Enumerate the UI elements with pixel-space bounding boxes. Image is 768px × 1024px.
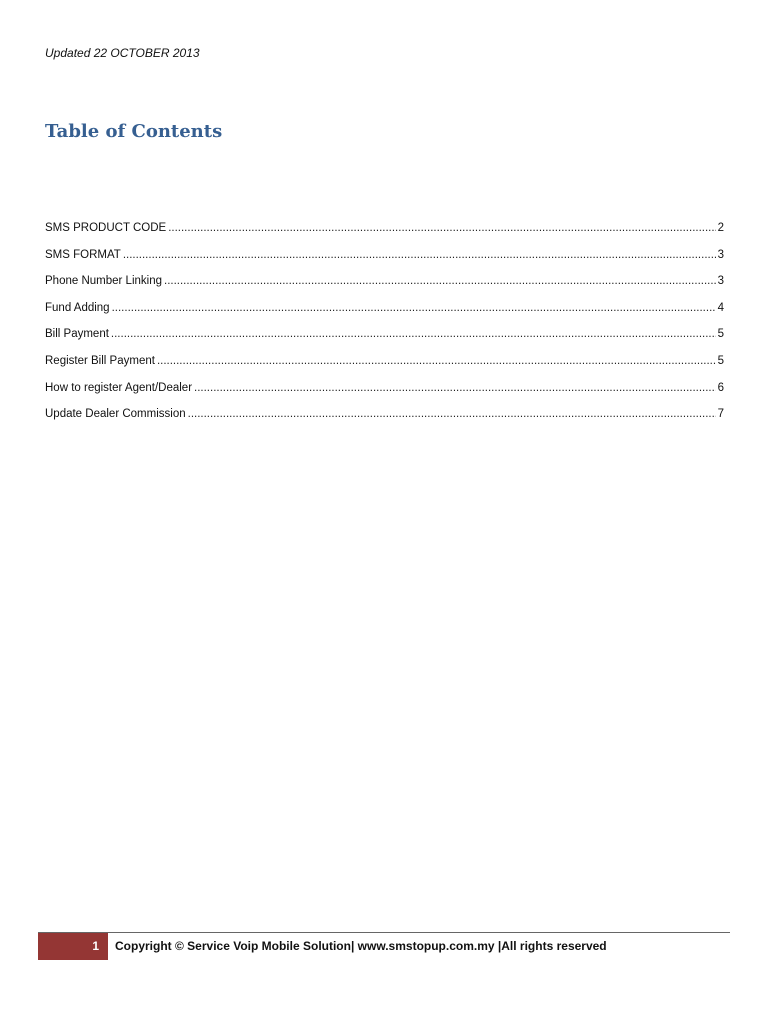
- toc-entry-page-number: 4: [717, 301, 724, 314]
- toc-dot-leader: [194, 380, 716, 396]
- toc-dot-leader: [168, 220, 715, 236]
- toc-entry-title: Register Bill Payment: [45, 354, 155, 367]
- toc-entry-title: Fund Adding: [45, 301, 110, 314]
- toc-dot-leader: [111, 326, 716, 342]
- toc-entry-register-bill-payment[interactable]: [45, 353, 724, 380]
- footer-divider: [38, 932, 730, 933]
- toc-entry-title: How to register Agent/Dealer: [45, 381, 193, 394]
- table-of-contents-list: [45, 220, 724, 433]
- table-of-contents-heading: Table of Contents: [45, 121, 223, 142]
- page-footer: [38, 932, 730, 960]
- toc-entry-title: Phone Number Linking: [45, 275, 162, 288]
- footer-copyright-text: Copyright © Service Voip Mobile Solution| www.smstopup.com.my |All rights reserved: [115, 939, 607, 953]
- toc-entry-sms-product-code[interactable]: [45, 220, 724, 247]
- toc-dot-leader: [112, 300, 716, 316]
- toc-entry-title: SMS PRODUCT CODE: [45, 222, 167, 234]
- toc-entry-title: Bill Payment: [45, 328, 109, 341]
- toc-entry-page-number: 5: [717, 354, 724, 367]
- updated-date-note: Updated 22 OCTOBER 2013: [45, 46, 200, 60]
- toc-dot-leader: [157, 353, 716, 369]
- toc-dot-leader: [164, 273, 716, 289]
- toc-entry-sms-format[interactable]: [45, 247, 724, 274]
- toc-dot-leader: [188, 406, 716, 422]
- toc-entry-page-number: 6: [717, 381, 724, 394]
- toc-entry-title: SMS FORMAT: [45, 248, 121, 261]
- toc-entry-title: Update Dealer Commission: [45, 408, 186, 421]
- footer-page-number-box: [38, 933, 108, 960]
- toc-entry-register-agent-dealer[interactable]: [45, 380, 724, 407]
- toc-dot-leader: [123, 247, 716, 263]
- toc-entry-update-dealer-commission[interactable]: [45, 406, 724, 433]
- toc-entry-page-number: 5: [717, 328, 724, 341]
- toc-entry-fund-adding[interactable]: [45, 300, 724, 327]
- toc-entry-page-number: 3: [717, 248, 724, 261]
- toc-entry-phone-number-linking[interactable]: [45, 273, 724, 300]
- toc-entry-page-number: 2: [717, 222, 724, 234]
- toc-entry-page-number: 7: [717, 408, 724, 421]
- toc-entry-page-number: 3: [717, 275, 724, 288]
- toc-entry-bill-payment[interactable]: [45, 326, 724, 353]
- footer-page-number: 1: [92, 939, 99, 953]
